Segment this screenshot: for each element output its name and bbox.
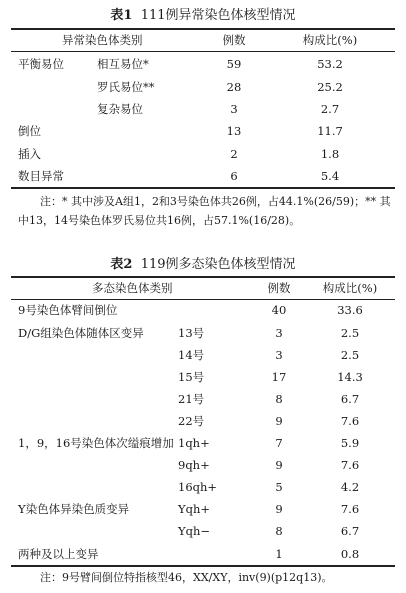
row-count: 5 [275, 480, 283, 494]
row-percent: 6.7 [340, 392, 360, 406]
table1-title [0, 4, 406, 23]
row-subcategory: 9qh+ [178, 458, 210, 472]
row-count: 9 [275, 502, 283, 516]
table1-label: 表1 [110, 8, 133, 23]
row-count: 59 [226, 57, 242, 71]
row-subcategory: 复杂易位 [97, 102, 143, 116]
row-count: 17 [271, 370, 287, 384]
table1-header-category: 异常染色体类别 [62, 33, 143, 47]
row-category: 9号染色体臂间倒位 [18, 303, 118, 317]
row-count: 3 [275, 348, 283, 362]
row-count: 1 [275, 547, 283, 561]
table2-title [0, 253, 406, 272]
row-subcategory: 16qh+ [178, 480, 218, 494]
table1-bottom-rule [11, 187, 395, 189]
table2-header-percent: 构成比(%) [322, 281, 378, 295]
table1-header-percent: 构成比(%) [302, 33, 358, 47]
row-count: 3 [275, 326, 283, 340]
row-category: 平衡易位 [18, 57, 64, 71]
row-percent: 53.2 [317, 57, 343, 71]
row-count: 6 [230, 169, 238, 183]
table2-top-rule [11, 276, 395, 278]
row-count: 3 [230, 102, 238, 116]
row-percent: 4.2 [340, 480, 360, 494]
table2-label: 表2 [110, 257, 133, 272]
row-category: 1，9，16号染色体次缢痕增加 [18, 436, 174, 450]
row-percent: 33.6 [337, 303, 363, 317]
table1-note-line1: 注：* 其中涉及A组1，2和3号染色体共26例，占44.1%(26/59)；** 其 [40, 195, 391, 208]
row-count: 9 [275, 458, 283, 472]
table2-bottom-rule [11, 565, 395, 567]
row-subcategory: 1qh+ [178, 436, 210, 450]
row-subcategory: 13号 [178, 326, 205, 340]
row-category: 插入 [18, 147, 41, 161]
row-percent: 14.3 [337, 370, 363, 384]
row-percent: 7.6 [340, 414, 360, 428]
row-count: 8 [275, 524, 283, 538]
row-subcategory: 罗氏易位** [97, 80, 155, 94]
table1-note-line2: 中13，14号染色体罗氏易位共16例，占57.1%(16/28)。 [18, 214, 301, 227]
row-category: 两种及以上变异 [18, 547, 99, 561]
row-percent: 5.4 [320, 169, 340, 183]
row-count: 40 [271, 303, 287, 317]
table1-header-count: 例数 [222, 33, 246, 47]
row-percent: 2.7 [320, 102, 340, 116]
row-subcategory: 14号 [178, 348, 205, 362]
table2-header-count: 例数 [267, 281, 291, 295]
row-category: 倒位 [18, 124, 41, 138]
row-subcategory: 相互易位* [97, 57, 149, 71]
row-count: 8 [275, 392, 283, 406]
row-percent: 11.7 [317, 124, 343, 138]
row-percent: 7.6 [340, 458, 360, 472]
row-category: 数目异常 [18, 169, 64, 183]
row-count: 2 [230, 147, 238, 161]
table1-caption: 111例异常染色体核型情况 [140, 8, 296, 23]
row-count: 13 [226, 124, 242, 138]
table2-header-rule [11, 299, 395, 300]
row-percent: 7.6 [340, 502, 360, 516]
row-percent: 2.5 [340, 326, 360, 340]
row-count: 7 [275, 436, 283, 450]
row-subcategory: 21号 [178, 392, 205, 406]
row-subcategory: 22号 [178, 414, 205, 428]
row-subcategory: 15号 [178, 370, 205, 384]
row-count: 9 [275, 414, 283, 428]
row-subcategory: Yqh+ [178, 502, 210, 516]
table1-header-rule [11, 51, 395, 52]
row-category: D/G组染色体随体区变异 [18, 326, 144, 340]
row-subcategory: Yqh− [178, 524, 210, 538]
row-percent: 1.8 [320, 147, 340, 161]
table2-caption: 119例多态染色体核型情况 [140, 257, 296, 272]
table1-top-rule [11, 28, 395, 30]
row-percent: 5.9 [340, 436, 360, 450]
row-category: Y染色体异染色质变异 [18, 502, 130, 516]
row-percent: 25.2 [317, 80, 343, 94]
table2-note: 注：9号臂间倒位特指核型46，XX/XY，inv(9)(p12q13)。 [40, 571, 333, 584]
row-count: 28 [226, 80, 242, 94]
table2-header-category: 多态染色体类别 [92, 281, 173, 295]
row-percent: 2.5 [340, 348, 360, 362]
row-percent: 6.7 [340, 524, 360, 538]
row-percent: 0.8 [340, 547, 360, 561]
